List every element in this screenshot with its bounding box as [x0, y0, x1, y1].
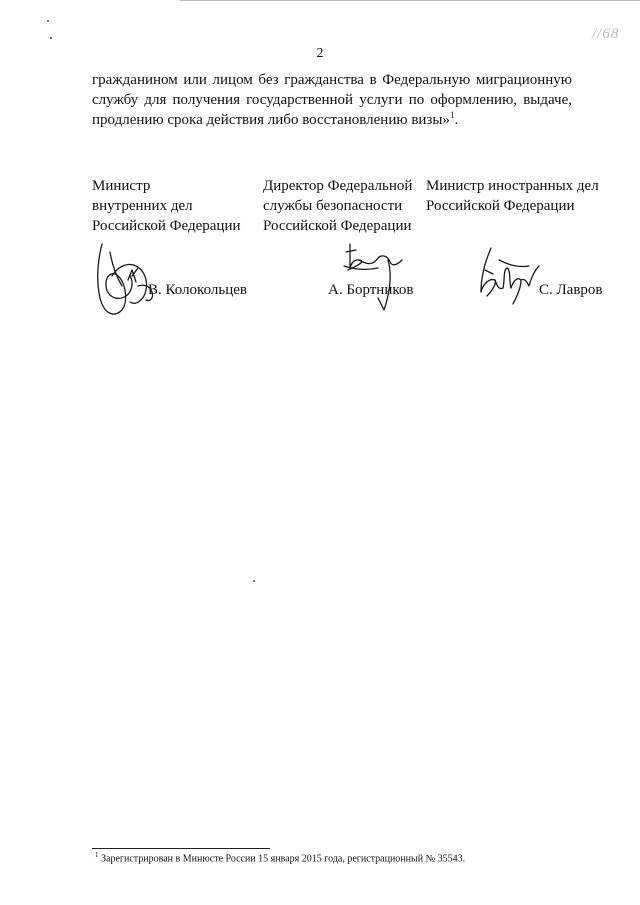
signatory-title-line: Министр [92, 178, 151, 194]
signature-bortnikov [338, 240, 412, 318]
signatory-title-line: внутренних дел [92, 198, 193, 214]
body-paragraph [92, 70, 572, 130]
signatory-title-mvd [92, 176, 241, 236]
footnote-marker: 1 [95, 851, 99, 859]
footnote-text: Зарегистрирован в Минюсте России 15 января 2015 года, регистрационный № 35543. [101, 853, 466, 865]
signatory-title-fsb [263, 176, 412, 236]
signature-lavrov [473, 240, 547, 312]
page-number: 2 [316, 46, 324, 61]
signer-name-lavrov: С. Лавров [539, 282, 603, 298]
signatory-title-line: Российской Федерации [92, 218, 241, 234]
signatory-title-line: Российской Федерации [426, 198, 575, 214]
body-line: гражданином или лицом без гражданства в Федеральную миграционную [92, 72, 572, 88]
scan-speck [50, 37, 52, 39]
signer-name-bortnikov: А. Бортников [328, 282, 414, 298]
signer-name-kolokoltsev: В. Колокольцев [148, 282, 247, 298]
body-line-text: продлению срока действия либо восстановлению визы» [92, 112, 450, 128]
scan-speck [253, 580, 255, 582]
footnote-divider [92, 848, 270, 849]
signatory-title-line: Директор Федеральной [263, 178, 413, 194]
signatory-title-line: службы безопасности [263, 198, 403, 214]
signature-kolokoltsev [92, 240, 164, 320]
body-line: службу для получения государственной услуги по оформлению, выдаче, [92, 92, 572, 108]
signatory-title-mid [426, 176, 599, 216]
body-line-last: продлению срока действия либо восстановлению визы»$^1$. [92, 110, 459, 128]
signatory-title-line: Российской Федерации [263, 218, 412, 234]
scan-speck [47, 20, 49, 22]
footnote [95, 851, 465, 864]
signatory-title-line: Министр иностранных дел [426, 178, 599, 194]
footnote-reference: 1 [449, 110, 455, 120]
corner-handwritten-mark: //68 [592, 26, 620, 42]
scan-edge-line [180, 0, 640, 1]
